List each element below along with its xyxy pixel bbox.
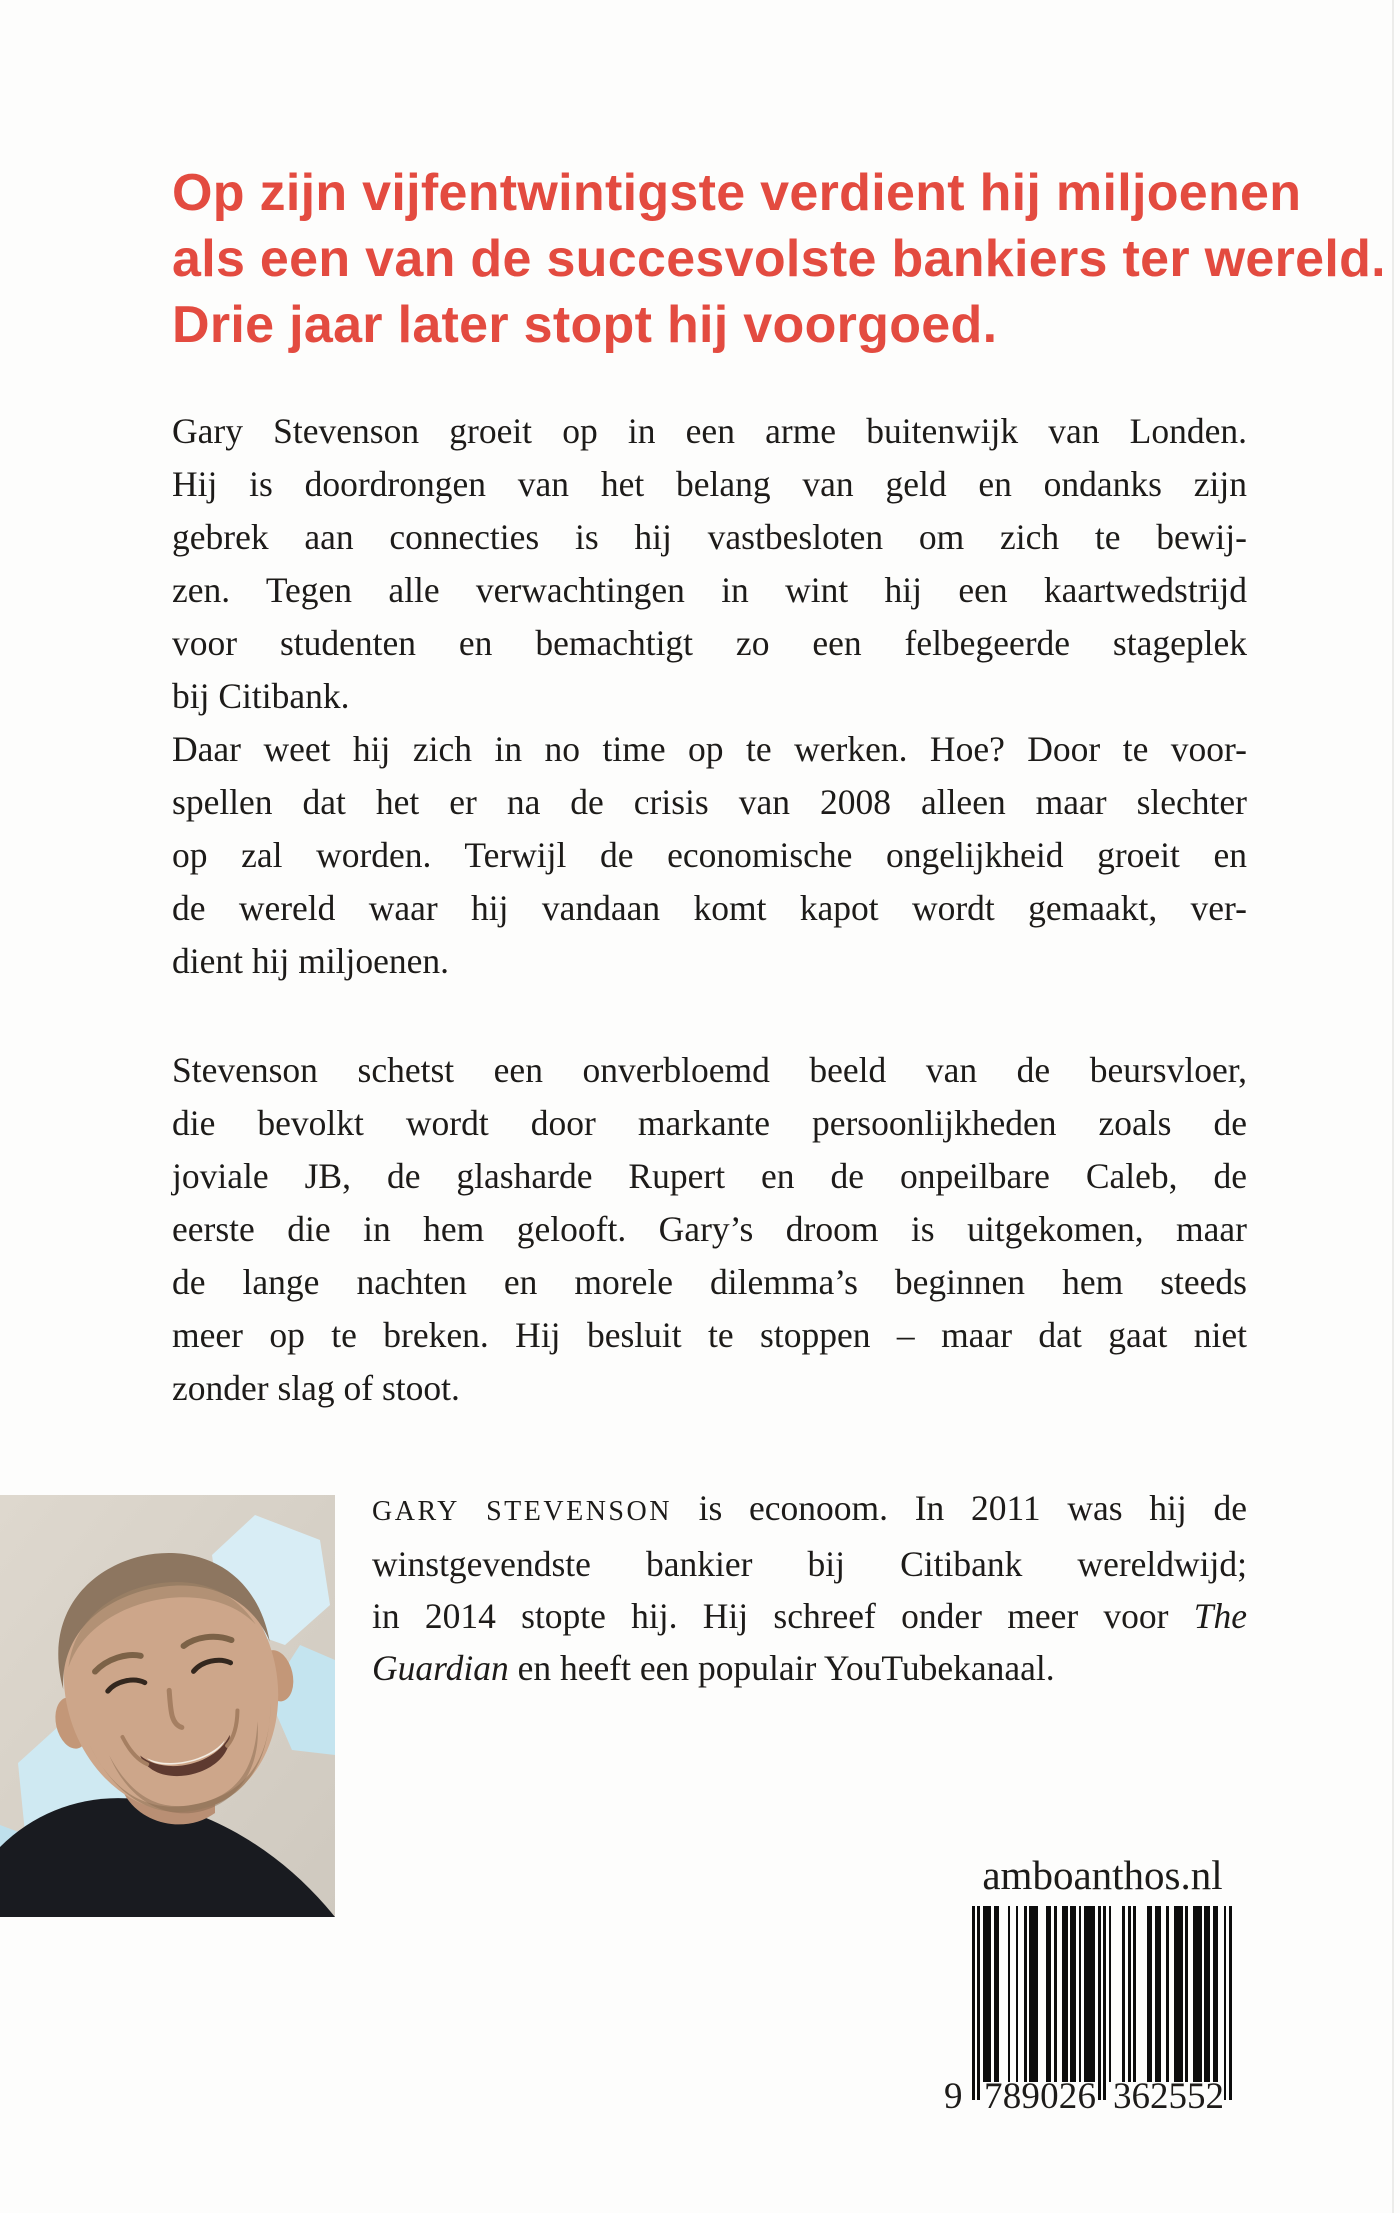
barcode-module (1229, 1906, 1232, 2100)
isbn-group-1 (984, 2076, 1096, 2118)
isbn-digit: 6 (1077, 2076, 1096, 2117)
bio-text: is econoom. In 2011 was hij de (671, 1488, 1247, 1528)
blurb-paragraph-2 (172, 1044, 1247, 1415)
isbn-digit: 7 (984, 2076, 1003, 2117)
text-line: eerste die in hem gelooft. Gary’s droom is uitgekomen, maar (172, 1209, 1247, 1249)
headline (172, 160, 1386, 358)
blurb-paragraph-1 (172, 405, 1247, 988)
bio-line (372, 1482, 1247, 1538)
isbn-digit: 6 (1131, 2076, 1150, 2117)
text-line: dient hij miljoenen. (172, 941, 450, 981)
bio-line (372, 1538, 1247, 1590)
text-line: spellen dat het er na de crisis van 2008 alleen maar slechter (172, 782, 1247, 822)
text-line: de lange nachten en morele dilemma’s beginnen hem steeds (172, 1262, 1247, 1302)
isbn-digit: 2 (1058, 2076, 1078, 2117)
isbn-digit: 5 (1168, 2076, 1187, 2117)
author-bio (372, 1482, 1247, 1694)
text-line: bij Citibank. (172, 676, 350, 716)
text-line: gebrek aan connecties is hij vastbesloten om zich te bewij- (172, 517, 1247, 557)
text-line: Gary Stevenson groeit op in een arme buitenwijk van Londen. (172, 411, 1247, 451)
bio-text: in 2014 stopte hij. Hij schreef onder meer voor (372, 1596, 1194, 1636)
text-line: meer op te breken. Hij besluit te stoppen – maar dat gaat niet (172, 1315, 1247, 1355)
isbn-group-2 (1113, 2076, 1223, 2118)
text-line: op zal worden. Terwijl de economische ongelijkheid groeit en (172, 835, 1247, 875)
text-line: Hij is doordrongen van het belang van geld en ondanks zijn (172, 464, 1247, 504)
page-edge (1392, 0, 1394, 2213)
isbn-digit: 0 (1040, 2076, 1059, 2117)
publisher-website: amboanthos.nl (982, 1852, 1223, 1898)
isbn-digit: 2 (1150, 2076, 1169, 2117)
isbn-digit: 9 (1021, 2076, 1040, 2117)
isbn-number (944, 2076, 1233, 2118)
author-name: GARY STEVENSON (372, 1496, 672, 1527)
text-line: als een van de succesvolste bankiers ter wereld. (172, 230, 1386, 288)
isbn-digit: 3 (1113, 2076, 1132, 2117)
isbn-prefix-digit: 9 (944, 2076, 963, 2117)
isbn-digit: 5 (1187, 2076, 1206, 2117)
author-photo (0, 1495, 335, 1917)
blurb-block-2 (172, 723, 1247, 988)
blurb-block-1 (172, 405, 1247, 723)
text-line: zonder slag of stoot. (172, 1368, 460, 1408)
text-line: Daar weet hij zich in no time op te werken. Hoe? Door te voor- (172, 729, 1247, 769)
text-line: Op zijn vijfentwintigste verdient hij miljoenen (172, 164, 1302, 222)
bio-text: winstgevendste bankier bij Citibank wereldwijd; (372, 1544, 1247, 1584)
publication-name: The (1193, 1596, 1247, 1636)
isbn-digit: 2 (1205, 2076, 1224, 2117)
text-line: Drie jaar later stopt hij voorgoed. (172, 296, 998, 354)
isbn-digit: 8 (1002, 2076, 1022, 2117)
text-line: de wereld waar hij vandaan komt kapot wordt gemaakt, ver- (172, 888, 1247, 928)
text-line: zen. Tegen alle verwachtingen in wint hij een kaartwedstrijd (172, 570, 1247, 610)
text-line: voor studenten en bemachtigt zo een felbegeerde stageplek (172, 623, 1247, 663)
publication-name: Guardian (372, 1648, 509, 1688)
text-line: die bevolkt wordt door markante persoonlijkheden zoals de (172, 1103, 1247, 1143)
bio-line (372, 1590, 1247, 1642)
text-line: Stevenson schetst een onverbloemd beeld van de beursvloer, (172, 1050, 1247, 1090)
bio-text: en heeft een populair YouTubekanaal. (508, 1648, 1055, 1688)
text-line: joviale JB, de glasharde Rupert en de onpeilbare Caleb, de (172, 1156, 1247, 1196)
bio-line (372, 1642, 1247, 1694)
